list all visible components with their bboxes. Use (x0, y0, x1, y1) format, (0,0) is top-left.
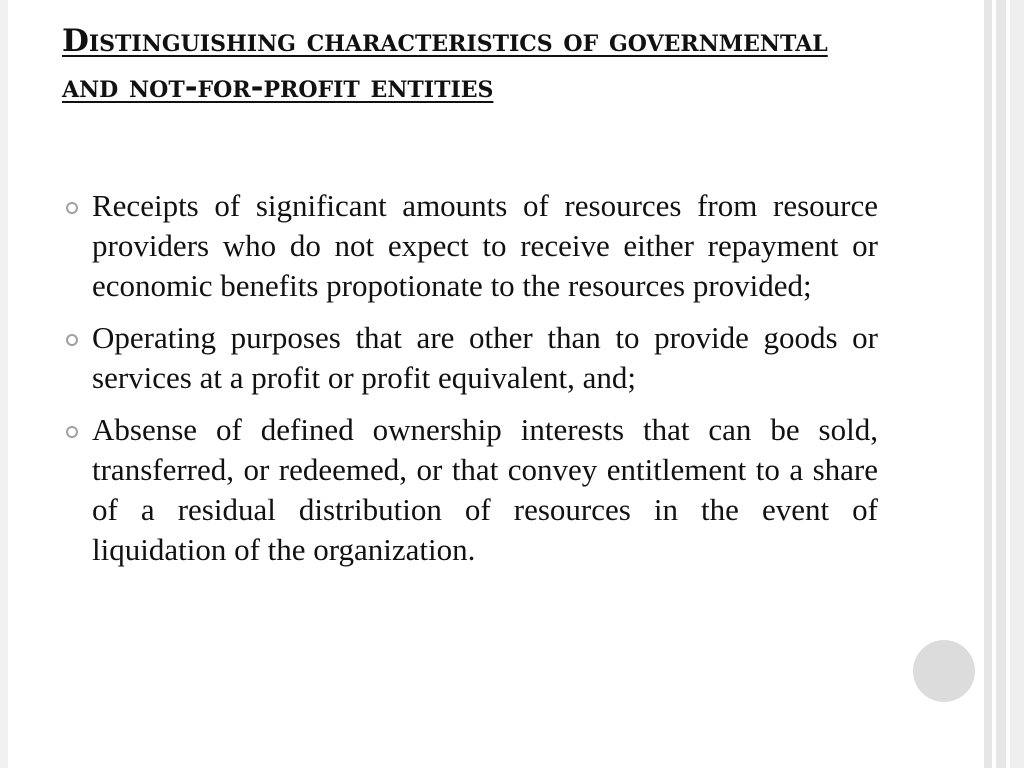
bullet-text: Receipts of significant amounts of resources from resource providers who do not expect to receive either repayment or economic benefits propotionate to the resources provided; (92, 188, 878, 303)
bullet-list (62, 186, 878, 582)
bullet-circle-icon (66, 334, 78, 346)
bullet-item (62, 410, 878, 570)
bullet-text: Absense of defined ownership interests that can be sold, transferred, or redeemed, or that convey entitlement to a share of a residual distribution of resources in the event of liquidation of the organization. (92, 412, 878, 567)
right-edge-bar-1 (984, 0, 992, 768)
decorative-circle (913, 640, 975, 702)
bullet-item (62, 186, 878, 306)
bullet-item (62, 318, 878, 398)
bullet-circle-icon (66, 426, 78, 438)
bullet-text: Operating purposes that are other than to provide goods or services at a profit or profit equivalent, and; (92, 320, 878, 395)
slide-title: Distinguishing characteristics of governmental and not-for-profit entities (62, 23, 828, 105)
right-edge-bar-2 (996, 0, 1006, 768)
bullet-circle-icon (66, 202, 78, 214)
right-edge-bar-3 (1010, 0, 1024, 768)
left-edge-decoration (0, 0, 8, 768)
